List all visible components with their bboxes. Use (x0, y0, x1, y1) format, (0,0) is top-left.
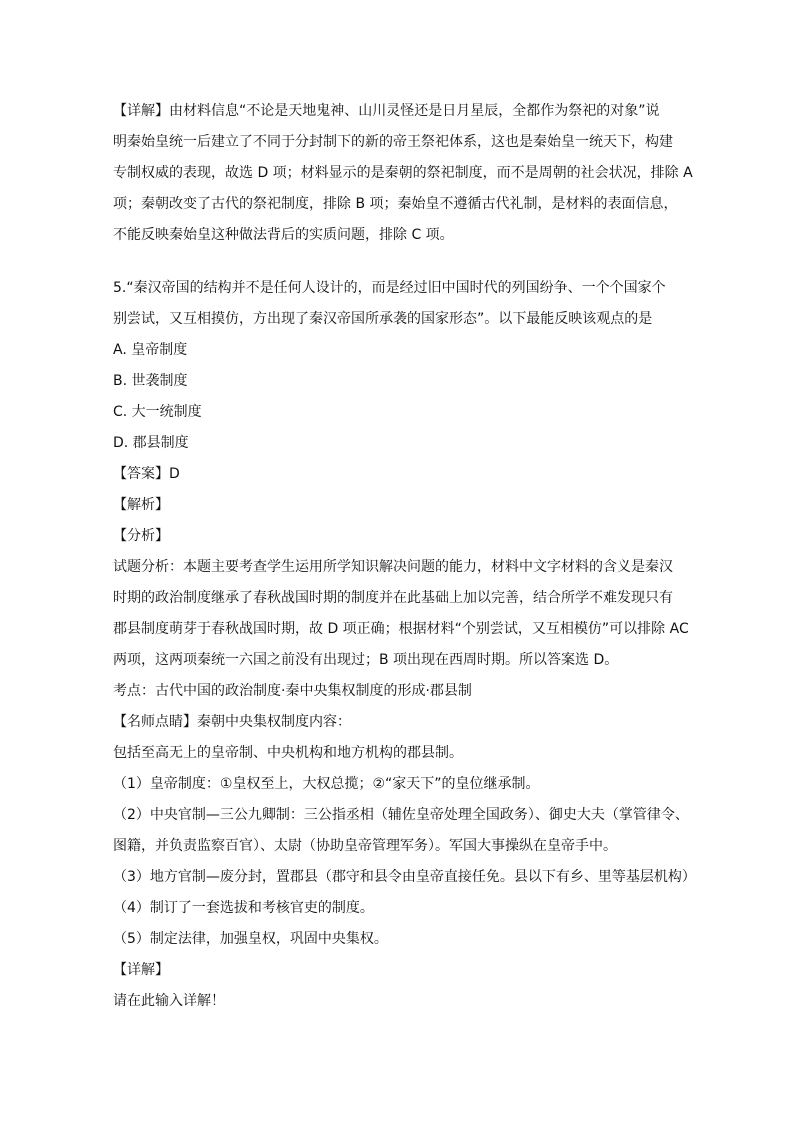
option-b: B. 世袭制度 (113, 373, 188, 389)
exam-point-line: 考点：古代中国的政治制度·秦中央集权制度的形成·郡县制 (113, 683, 472, 699)
teacher-note-line: 包括至高无上的皇帝制、中央机构和地方机构的郡县制。 (113, 745, 463, 761)
previous-detail-section (113, 96, 693, 251)
question-stem-line: 5.“秦汉帝国的结构并不是任何人设计的，而是经过旧中国时代的列国纷争、一个个国家个 (113, 280, 666, 296)
teacher-note-line: （1）皇帝制度：①皇权至上，大权总揽；②“家天下”的皇位继承制。 (113, 776, 540, 792)
analysis-section (113, 490, 693, 707)
analysis-line: 试题分析：本题主要考查学生运用所学知识解决问题的能力，材料中文字材料的含义是秦汉 (113, 559, 673, 575)
teacher-note-line: （3）地方官制—废分封，置郡县（郡守和县令由皇帝直接任免。县以下有乡、里等基层机构） (113, 869, 696, 885)
option-d: D. 郡县制度 (113, 435, 189, 451)
document-page (113, 96, 696, 1017)
question-stem-line: 别尝试，又互相摸仿，方出现了秦汉帝国所承袭的国家形态”。以下最能反映该观点的是 (113, 311, 653, 327)
teacher-note-line: 【名师点睛】秦朝中央集权制度内容： (113, 714, 351, 730)
text-line: 专制权威的表现，故选 D 项；材料显示的是秦朝的祭祀制度，而不是周朝的社会状况，排除 A (113, 165, 693, 181)
analysis-line: 时期的政治制度继承了春秋战国时期的制度并在此基础上加以完善，结合所学不难发现只有 (113, 590, 673, 606)
detail-placeholder-text: 请在此输入详解！ (113, 993, 225, 1009)
analysis-subheading: 【分析】 (113, 528, 169, 544)
analysis-line: 两项，这两项秦统一六国之前没有出现过；B 项出现在西周时期。所以答案选 D。 (113, 652, 619, 668)
teacher-note-line: 图籍，并负责监察百官）、太尉（协助皇帝管理军务）。军国大事操纵在皇帝手中。 (113, 838, 617, 854)
text-line: 项；秦朝改变了古代的祭祀制度，排除 B 项；秦始皇不遵循古代礼制，是材料的表面信息， (113, 196, 678, 212)
text-line: 明秦始皇统一后建立了不同于分封制下的新的帝王祭祀体系，这也是秦始皇一统天下，构建 (113, 134, 673, 150)
option-c: C. 大一统制度 (113, 404, 202, 420)
answer-line: 【答案】D (113, 466, 180, 482)
analysis-heading: 【解析】 (113, 497, 169, 513)
teacher-note-line: （5）制定法律，加强皇权，巩固中央集权。 (113, 931, 388, 947)
detail-heading: 【详解】 (113, 962, 169, 978)
teacher-note-line: （2）中央官制—三公九卿制：三公指丞相（辅佐皇帝处理全国政务）、御史大夫（掌管律令、 (113, 807, 689, 823)
section-gap (113, 251, 693, 273)
text-line: 不能反映秦始皇这种做法背后的实质问题，排除 C 项。 (113, 227, 454, 243)
analysis-line: 郡县制度萌芽于春秋战国时期，故 D 项正确；根据材料“个别尝试，又互相模仿”可以排除 AC (113, 621, 689, 637)
teacher-note-section (113, 707, 696, 955)
question-5 (113, 273, 693, 459)
detail-section (113, 955, 693, 1017)
text-line: 【详解】由材料信息“不论是天地鬼神、山川灵怪还是日月星辰，全都作为祭祀的对象”说 (113, 103, 660, 119)
option-a: A. 皇帝制度 (113, 342, 188, 358)
teacher-note-line: （4）制订了一套选拔和考核官吏的制度。 (113, 900, 374, 916)
